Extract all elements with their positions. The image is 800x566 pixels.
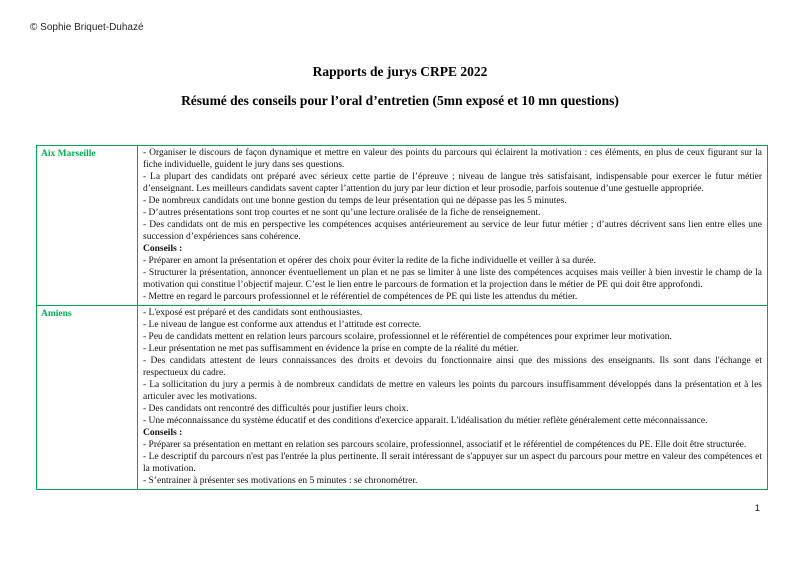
jury-advice-table-body	[37, 146, 768, 490]
academy-name: Aix Marseille	[37, 146, 138, 306]
report-item: - Peu de candidats mettent en relation leurs parcours scolaire, professionnel et le référentiel de compétences pour exprimer leur motivation.	[143, 332, 672, 342]
academy-report	[138, 306, 768, 490]
document-title: Rapports de jurys CRPE 2022	[312, 64, 488, 79]
conseils-heading: Conseils :	[143, 244, 183, 254]
report-item: - Des candidats ont de mis en perspective les compétences acquises antérieurement au service de leur futur métier ; d’autres décrivent sans lien entre elles une succession d’expériences sans cohérence.	[143, 220, 762, 242]
report-item: - De nombreux candidats ont une bonne gestion du temps de leur présentation qui ne dépasse pas les 5 minutes.	[143, 196, 567, 206]
report-item: - D’autres présentations sont trop courtes et ne sont qu’une lecture oralisée de la fiche de renseignement.	[143, 208, 541, 218]
report-item: - Le descriptif du parcours n'est pas l'entrée la plus pertinente. Il serait intéressant de s'appuyer sur un aspect du parcours pour mettre en valeur des compétences et la motivation.	[143, 452, 762, 474]
report-item: - Structurer la présentation, annoncer éventuellement un plan et ne pas se limiter à une liste des compétences acquises mais veiller à bien investir le champ de la motivation qui constitue l’objectif majeur. C’est le lien entre le parcours de formation et la projection dans le métier de PE qui doit être approfondi.	[143, 268, 762, 290]
report-item: - La plupart des candidats ont préparé avec sérieux cette partie de l’épreuve ; niveau de langue très satisfaisant, indispensable pour exercer le futur métier d’enseignant. Les meilleurs candidats savent capter l’attention du jury par leur diction et leur prosodie, parfois soutenue d’une gestuelle appropriée.	[143, 172, 762, 194]
report-item: - Organiser le discours de façon dynamique et mettre en valeur des points du parcours qui éclairent la motivation : ces éléments, en plus de ceux figurant sur la fiche individuelle, guident le jury dans ses questions.	[143, 148, 762, 170]
report-item: - L'exposé est préparé et des candidats sont enthousiastes.	[143, 308, 363, 318]
report-item: - Leur présentation ne met pas suffisamment en évidence la prise en compte de la réalité du métier.	[143, 344, 519, 354]
conseils-heading: Conseils :	[143, 428, 183, 438]
copyright-notice: © Sophie Briquet-Duhazé	[30, 22, 144, 33]
report-item: - Des candidats ont rencontré des difficultés pour justifier leurs choix.	[143, 404, 409, 414]
report-item: - Une méconnaissance du système éducatif et des conditions d'exercice apparait. L'idéalisation du métier reflète généralement cette méconnaissance.	[143, 416, 708, 426]
page-number: 1	[754, 503, 760, 514]
report-item: - La sollicitation du jury a permis à de nombreux candidats de mettre en valeurs les points du parcours insuffisamment développés dans la présentation et à les articuler avec les motivations.	[143, 380, 762, 402]
table-row-aix-marseille	[37, 146, 768, 306]
table-row-amiens	[37, 306, 768, 490]
report-item: - Le niveau de langue est conforme aux attendus et l’attitude est correcte.	[143, 320, 422, 330]
academy-report	[138, 146, 768, 306]
report-item: - S’entrainer à présenter ses motivations en 5 minutes : se chronométrer.	[143, 476, 418, 486]
report-item: - Des candidats attestent de leurs connaissances des droits et devoirs du fonctionnaire ainsi que des missions des enseignants. Ils sont dans l'échange et respectueux du cadre.	[143, 356, 762, 378]
report-item: - Mettre en regard le parcours professionnel et le référentiel de compétences de PE qui liste les attendus du métier.	[143, 292, 578, 302]
document-subtitle: Résumé des conseils pour l’oral d’entretien (5mn exposé et 10 mn questions)	[181, 93, 619, 108]
report-item: - Préparer sa présentation en mettant en relation ses parcours scolaire, professionnel, associatif et le référentiel de compétences du PE. Elle doit être structurée.	[143, 440, 747, 450]
report-item: - Préparer en amont la présentation et opérer des choix pour éviter la redite de la fiche individuelle et veiller à sa durée.	[143, 256, 596, 266]
academy-name: Amiens	[37, 306, 138, 490]
jury-advice-table	[36, 145, 768, 490]
